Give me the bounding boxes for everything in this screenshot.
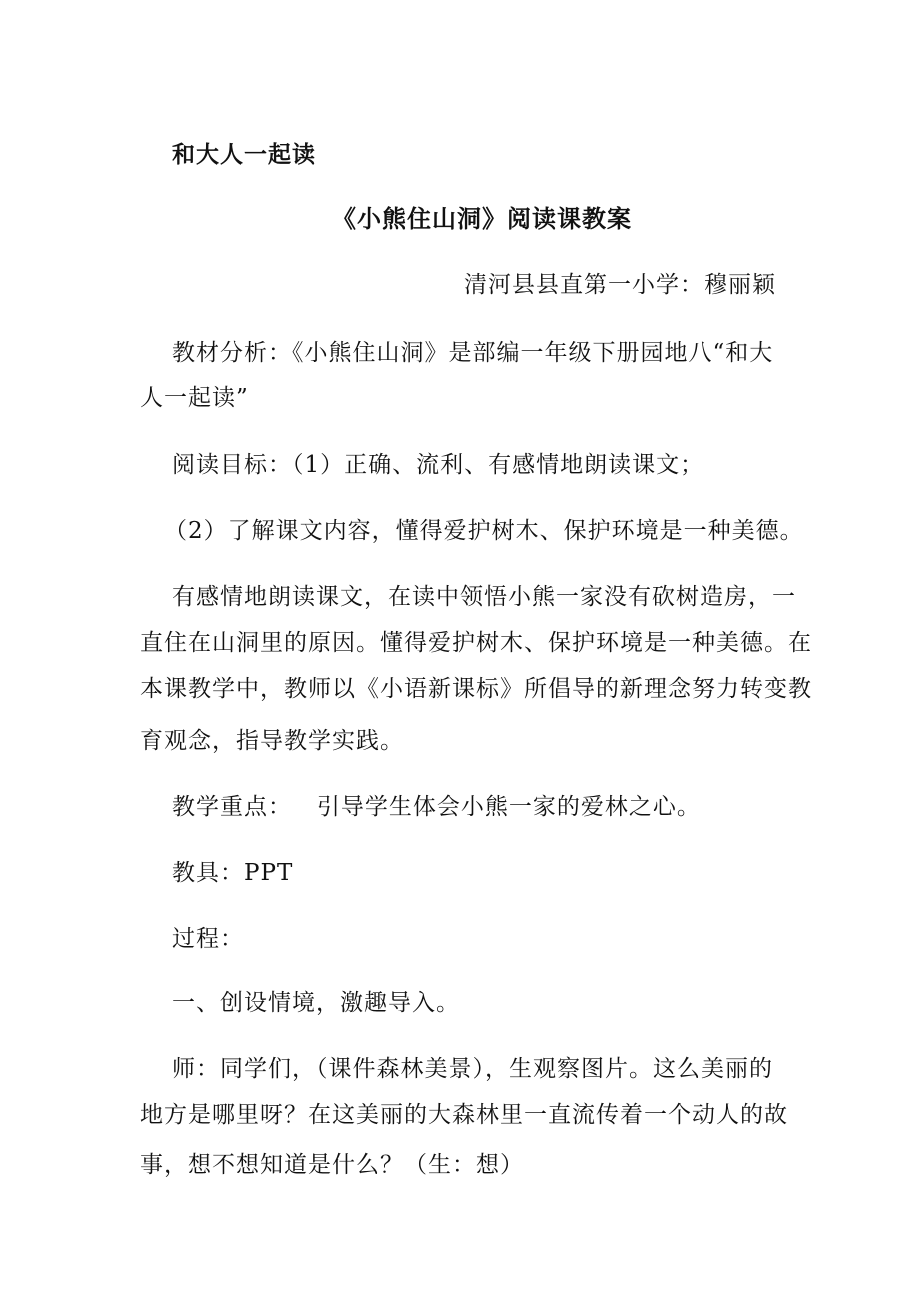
paragraph-line-4: 育观念，指导教学实践。: [140, 728, 404, 754]
material-analysis-line-2: 人一起读”: [140, 385, 249, 411]
author-line: 清河县县直第一小学：穆丽颖: [464, 272, 776, 298]
paragraph-line-1: 有感情地朗读课文，在读中领悟小熊一家没有砍树造房，一: [172, 584, 796, 610]
paragraph-line-3: 本课教学中，教师以《小语新课标》所倡导的新理念努力转变教: [140, 676, 812, 702]
section-heading: 和大人一起读: [172, 141, 316, 168]
teaching-focus: 教学重点： 引导学生体会小熊一家的爱林之心。: [172, 794, 701, 820]
dialogue-line-1: 师：同学们，（课件森林美景），生观察图片。这么美丽的: [172, 1056, 773, 1082]
teaching-aids: 教具：PPT: [172, 860, 294, 886]
material-analysis-line-1: 教材分析：《小熊住山洞》是部编一年级下册园地八“和大: [172, 340, 774, 366]
dialogue-line-2: 地方是哪里呀？在这美丽的大森林里一直流传着一个动人的故: [140, 1102, 788, 1128]
process-label: 过程：: [172, 926, 244, 952]
reading-goal-2: （2）了解课文内容，懂得爱护树木、保护环境是一种美德。: [164, 518, 804, 544]
dialogue-line-3: 事，想不想知道是什么？（生：想）: [140, 1152, 524, 1178]
step-1-heading: 一、创设情境，激趣导入。: [172, 990, 460, 1016]
reading-goal-1: 阅读目标：（1）正确、流利、有感情地朗读课文；: [172, 452, 705, 478]
paragraph-line-2: 直住在山洞里的原因。懂得爱护树木、保护环境是一种美德。在: [140, 630, 812, 656]
document-title: 《小熊住山洞》阅读课教案: [332, 204, 632, 233]
